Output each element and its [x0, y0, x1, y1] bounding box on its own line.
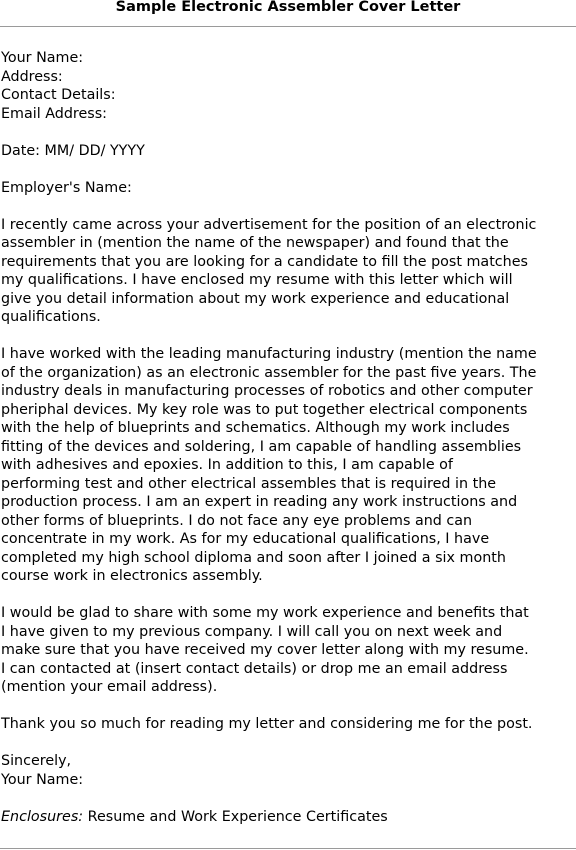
sender-contact-field: Contact Details:: [1, 87, 116, 103]
employer-line: Employer's Name:: [1, 179, 132, 196]
paragraph-line: completed my high school diploma and soon after I joined a six month: [1, 549, 506, 566]
sender-address-field: Address:: [1, 68, 63, 85]
paragraph-experience: [1, 345, 576, 586]
enclosures-line: [1, 808, 576, 827]
paragraph-line: with the help of blueprints and schematics. Although my work includes: [1, 420, 510, 436]
paragraph-line: assembler in (mention the name of the newspaper) and found that the: [1, 235, 509, 251]
paragraph-line: industry deals in manufacturing processes of robotics and other computer: [1, 383, 533, 399]
closing-thanks: Thank you so much for reading my letter and considering me for the post.: [1, 716, 533, 732]
sign-off-salutation: Sincerely,: [1, 753, 72, 769]
paragraph-intro: [1, 216, 576, 327]
paragraph-line: pheriphal devices. My key role was to put together electrical components: [1, 401, 528, 418]
paragraph-line: with adhesives and epoxies. In addition to this, I am capable of: [1, 457, 453, 473]
paragraph-line: I can contacted at (insert contact details) or drop me an email address: [1, 660, 508, 677]
paragraph-line: make sure that you have received my cover letter along with my resume.: [1, 642, 529, 658]
sender-fields: [1, 49, 576, 123]
date-line: Date: MM/ DD/ YYYY: [1, 142, 145, 159]
letter-body: [1, 49, 576, 826]
sign-off: [1, 752, 576, 789]
paragraph-line: other forms of blueprints. I do not face any eye problems and can: [1, 512, 473, 529]
paragraph-line: of the organization) as an electronic assembler for the past five years. The: [1, 364, 537, 381]
document-title: Sample Electronic Assembler Cover Letter: [115, 0, 461, 15]
paragraph-line: requirements that you are looking for a candidate to fill the post matches: [1, 253, 528, 270]
sender-email-field: Email Address:: [1, 105, 107, 122]
sign-off-name: Your Name:: [1, 771, 84, 788]
paragraph-line: performing test and other electrical assembles that is required in the: [1, 475, 497, 492]
enclosures-label: Enclosures:: [1, 808, 84, 825]
paragraph-followup: [1, 604, 576, 697]
paragraph-line: fitting of the devices and soldering, I am capable of handling assemblies: [1, 438, 522, 455]
paragraph-line: give you detail information about my work experience and educational: [1, 290, 510, 307]
sender-name-field: Your Name:: [1, 50, 84, 66]
bottom-divider: [0, 848, 576, 849]
top-divider: [0, 26, 576, 27]
paragraph-line: I would be glad to share with some my work experience and benefits that: [1, 605, 529, 621]
paragraph-line: course work in electronics assembly.: [1, 568, 263, 584]
paragraph-line: (mention your email address).: [1, 679, 218, 695]
paragraph-line: my qualifications. I have enclosed my resume with this letter which will: [1, 272, 513, 288]
paragraph-line: production process. I am an expert in reading any work instructions and: [1, 494, 518, 510]
paragraph-line: qualifications.: [1, 309, 101, 325]
enclosures-text: Resume and Work Experience Certificates: [83, 808, 388, 825]
paragraph-line: I recently came across your advertisement for the position of an electronic: [1, 216, 537, 233]
paragraph-line: concentrate in my work. As for my educational qualifications, I have: [1, 531, 490, 547]
paragraph-line: I have given to my previous company. I will call you on next week and: [1, 623, 503, 640]
paragraph-line: I have worked with the leading manufacturing industry (mention the name: [1, 346, 537, 362]
